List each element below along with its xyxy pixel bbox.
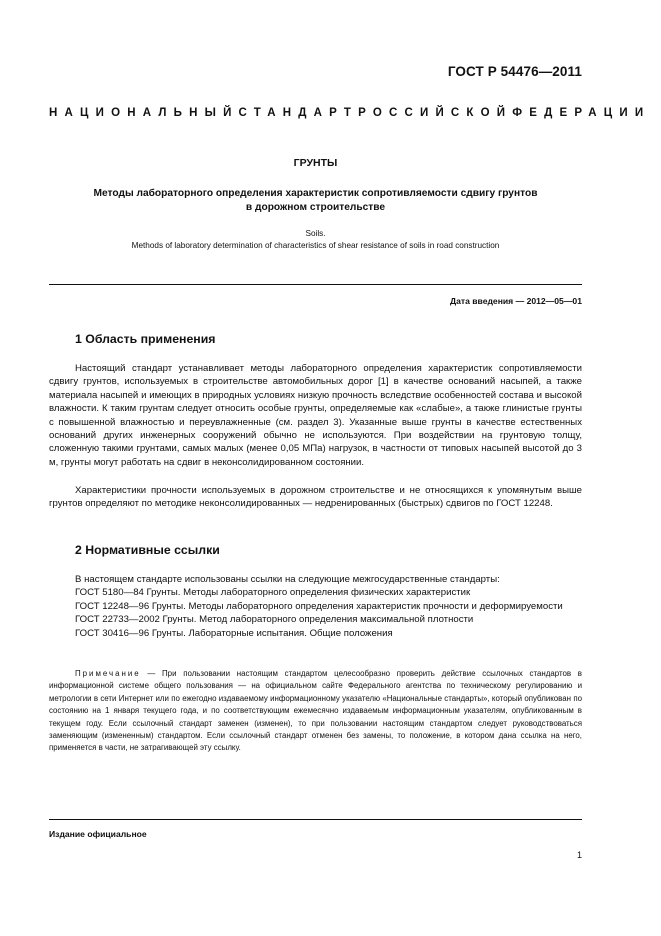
- document-title: ГРУНТЫ: [293, 157, 338, 169]
- reference-item: ГОСТ 22733—2002 Грунты. Метод лабораторного определения максимальной плотности: [75, 614, 474, 626]
- header-divider: [49, 284, 582, 285]
- english-title-line: Methods of laboratory determination of characteristics of shear resistance of soils in road construction: [131, 241, 500, 250]
- banner-word: СТАНДАРТ: [238, 107, 359, 119]
- official-edition-label: Издание официальное: [49, 829, 147, 839]
- section-1-paragraph: Настоящий стандарт устанавливает методы лабораторного определения характеристик сопротивляемости сдвигу грунтов, используемых в строительстве автомобильных дорог [1] в качестве оснований насыпей, а также материала насыпей и имеющих в природных условиях низкую прочность вследствие особенностей состава и высокой влажности. К таким грунтам следует относить особые грунты, определяемые как «слабые», а также глинистые грунты с повышенной влажностью и переувлажненные (см. раздел 3). Указанные выше грунты в качестве естественных оснований других инженерных сооружений обычно не используются. При воздействии на грунтовую толщу, сложенную такими грунтами, самых малых (менее 0,05 МПа) нагрузок, в частности от типовых насыпей высотой до 3 м, грунты могут работать на сдвиг в неконсолидированном состоянии.: [49, 363, 582, 468]
- banner-word: РОССИЙСКОЙ: [358, 107, 513, 119]
- banner-word: НАЦИОНАЛЬНЫЙ: [49, 107, 239, 119]
- references-intro: В настоящем стандарте использованы ссылки на следующие межгосударственные стандарты:: [75, 574, 500, 585]
- subtitle-line: Методы лабораторного определения характеристик сопротивляемости сдвигу грунтов: [93, 188, 538, 199]
- reference-item: ГОСТ 12248—96 Грунты. Методы лабораторного определения характеристик прочности и деформируемости: [75, 600, 563, 612]
- english-title-line: Soils.: [305, 229, 326, 238]
- document-code: ГОСТ Р 54476—2011: [447, 64, 582, 79]
- references-list: [49, 573, 582, 640]
- introduction-date: Дата введения — 2012—05—01: [449, 296, 582, 306]
- banner-word: ФЕДЕРАЦИИ: [512, 107, 651, 119]
- subtitle-line: в дорожном строительстве: [245, 202, 386, 213]
- section-1-heading: 1 Область применения: [75, 332, 216, 346]
- document-subtitle: [49, 187, 582, 215]
- section-2-heading: 2 Нормативные ссылки: [75, 543, 220, 557]
- note-label: Примечание: [75, 669, 141, 678]
- national-standard-banner: [49, 107, 651, 119]
- note-text: — При пользовании настоящим стандартом целесообразно проверить действие ссылочных стандартов в информационной системе общего пользования — на официальном сайте Федерального агентства по техническому регулированию и метрологии в сети Интернет или по ежегодно издаваемому информационному указателю «Национальные стандарты», который опубликован по состоянию на 1 января текущего года, и по соответствующим ежемесячно издаваемым информационным указателям, опубликованным в текущем году. Если ссылочный стандарт заменен (изменен), то при пользовании настоящим стандартом следует руководствоваться заменяющим (измененным) стандартом. Если ссылочный стандарт отменен без замены, то положение, в котором дана ссылка на него, применяется в части, не затрагивающей эту ссылку.: [49, 669, 582, 753]
- reference-item: ГОСТ 30416—96 Грунты. Лабораторные испытания. Общие положения: [75, 627, 393, 639]
- english-title: [49, 228, 582, 252]
- footer-divider: [49, 819, 582, 820]
- reference-item: ГОСТ 5180—84 Грунты. Методы лабораторного определения физических характеристик: [75, 587, 471, 599]
- page-number: 1: [576, 850, 582, 860]
- section-1-paragraph: Характеристики прочности используемых в дорожном строительстве и не относящихся к упомянутым выше грунтов определяют по методике неконсолидированных — недренированных (быстрых) сдвигов по ГОСТ 12248.: [49, 485, 582, 510]
- note-block: [49, 668, 582, 755]
